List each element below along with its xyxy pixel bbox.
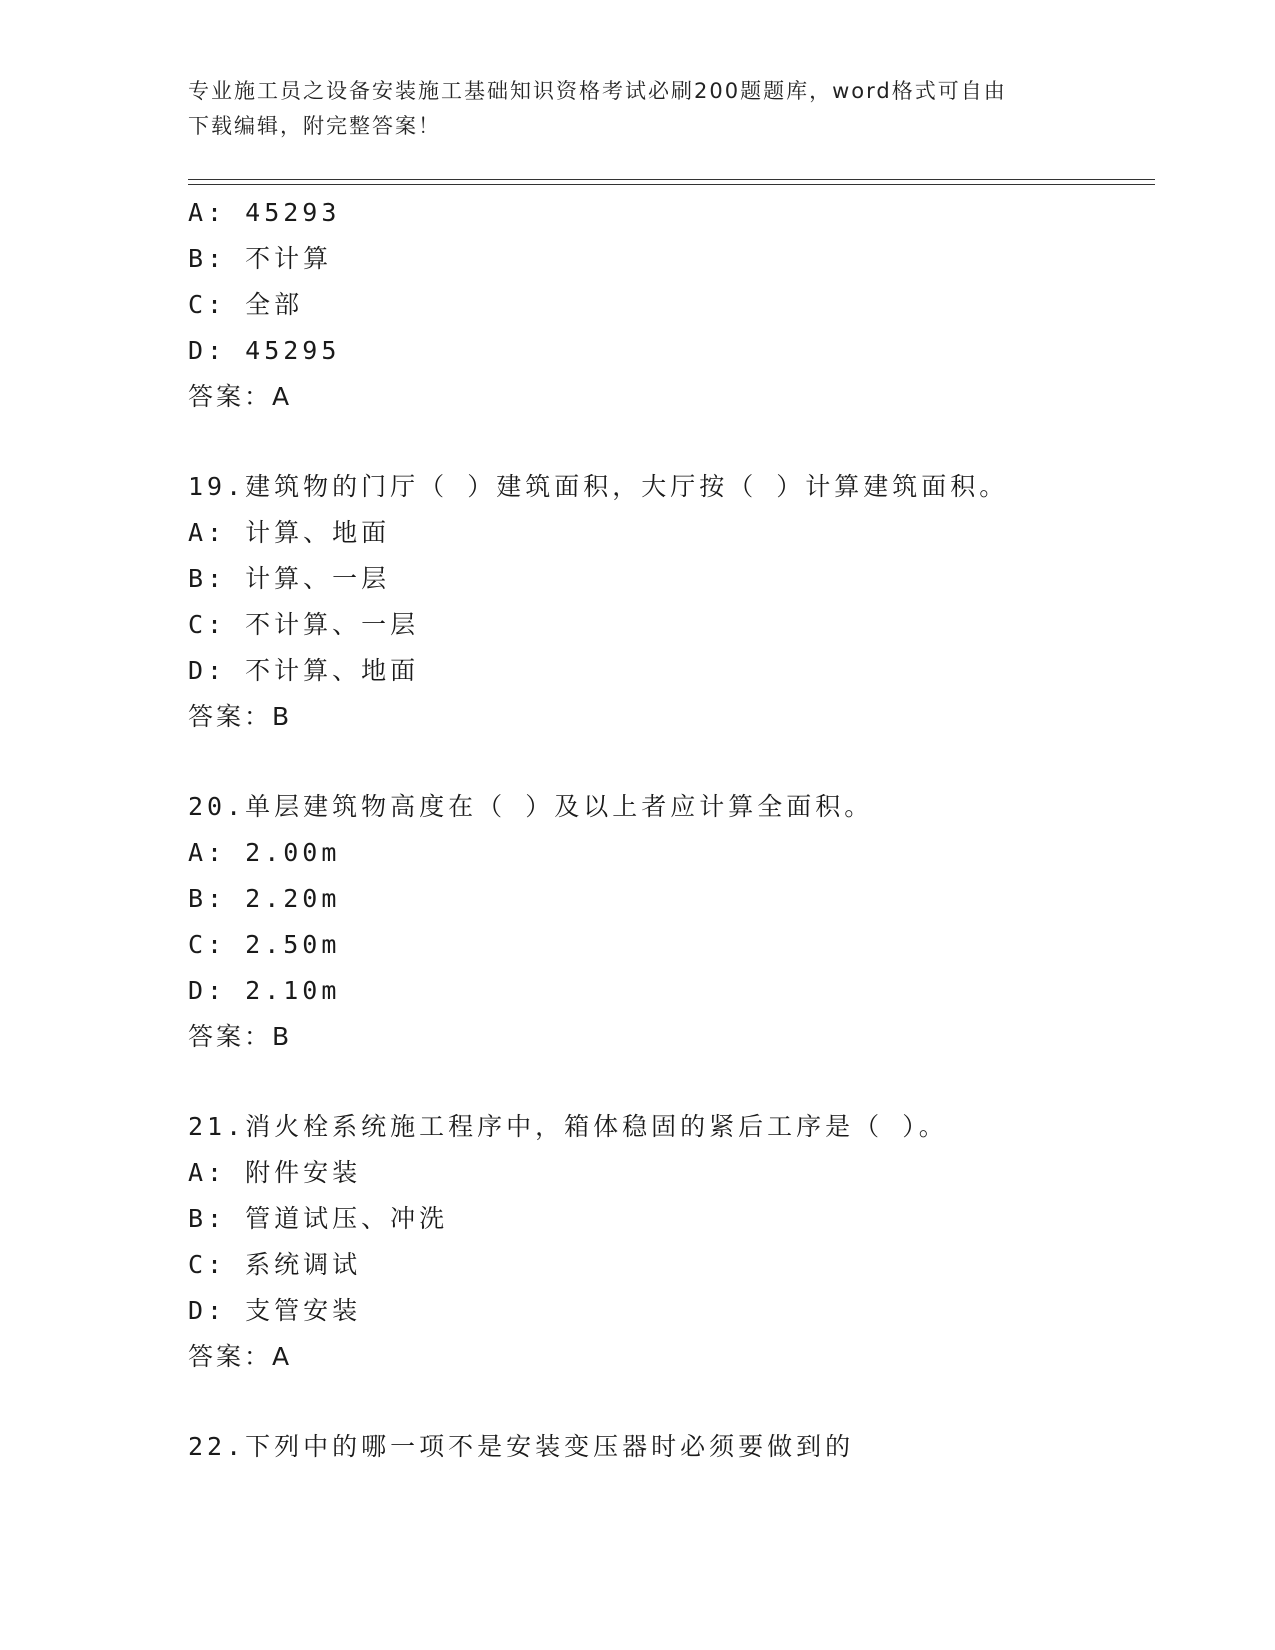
option-c: C: 2.50m: [188, 930, 341, 959]
question-block-20: [188, 784, 1155, 1060]
option-d: D: 不计算、地面: [188, 656, 420, 685]
option-d: D: 45295: [188, 336, 341, 365]
option-c: C: 系统调试: [188, 1250, 362, 1279]
answer-line: 答案：A: [188, 1342, 293, 1371]
answer-line: 答案：B: [188, 702, 293, 731]
spacer: [188, 740, 1155, 784]
question-block-21: [188, 1104, 1155, 1380]
spacer: [188, 1060, 1155, 1104]
answer-line: 答案：A: [188, 382, 293, 411]
question-block-previous: [188, 190, 1155, 420]
question-text: 21.消火栓系统施工程序中，箱体稳固的紧后工序是（ ）。: [188, 1112, 948, 1141]
header-title-line-2: 下载编辑，附完整答案！: [188, 114, 441, 138]
option-c: C: 全部: [188, 290, 304, 319]
option-c: C: 不计算、一层: [188, 610, 420, 639]
header-divider-bottom: [188, 184, 1155, 185]
option-d: D: 2.10m: [188, 976, 341, 1005]
question-list: [188, 190, 1155, 1470]
option-a: A: 计算、地面: [188, 518, 391, 547]
option-a: A: 2.00m: [188, 838, 341, 867]
option-a: A: 附件安装: [188, 1158, 362, 1187]
answer-line: 答案：B: [188, 1022, 293, 1051]
question-block-22: [188, 1424, 1155, 1470]
option-b: B: 2.20m: [188, 884, 341, 913]
option-a: A: 45293: [188, 198, 341, 227]
header-divider-top: [188, 179, 1155, 180]
option-b: B: 管道试压、冲洗: [188, 1204, 449, 1233]
question-text: 20.单层建筑物高度在（ ）及以上者应计算全面积。: [188, 792, 874, 821]
question-text: 22.下列中的哪一项不是安装变压器时必须要做到的: [188, 1432, 855, 1461]
spacer: [188, 420, 1155, 464]
question-block-19: [188, 464, 1155, 740]
spacer: [188, 1380, 1155, 1424]
header-title-line-1: 专业施工员之设备安装施工基础知识资格考试必刷200题题库，word格式可自由: [188, 79, 1007, 103]
option-b: B: 计算、一层: [188, 564, 391, 593]
option-d: D: 支管安装: [188, 1296, 362, 1325]
option-b: B: 不计算: [188, 244, 333, 273]
document-header: [188, 74, 1068, 144]
question-text: 19.建筑物的门厅（ ）建筑面积，大厅按（ ）计算建筑面积。: [188, 472, 1009, 501]
